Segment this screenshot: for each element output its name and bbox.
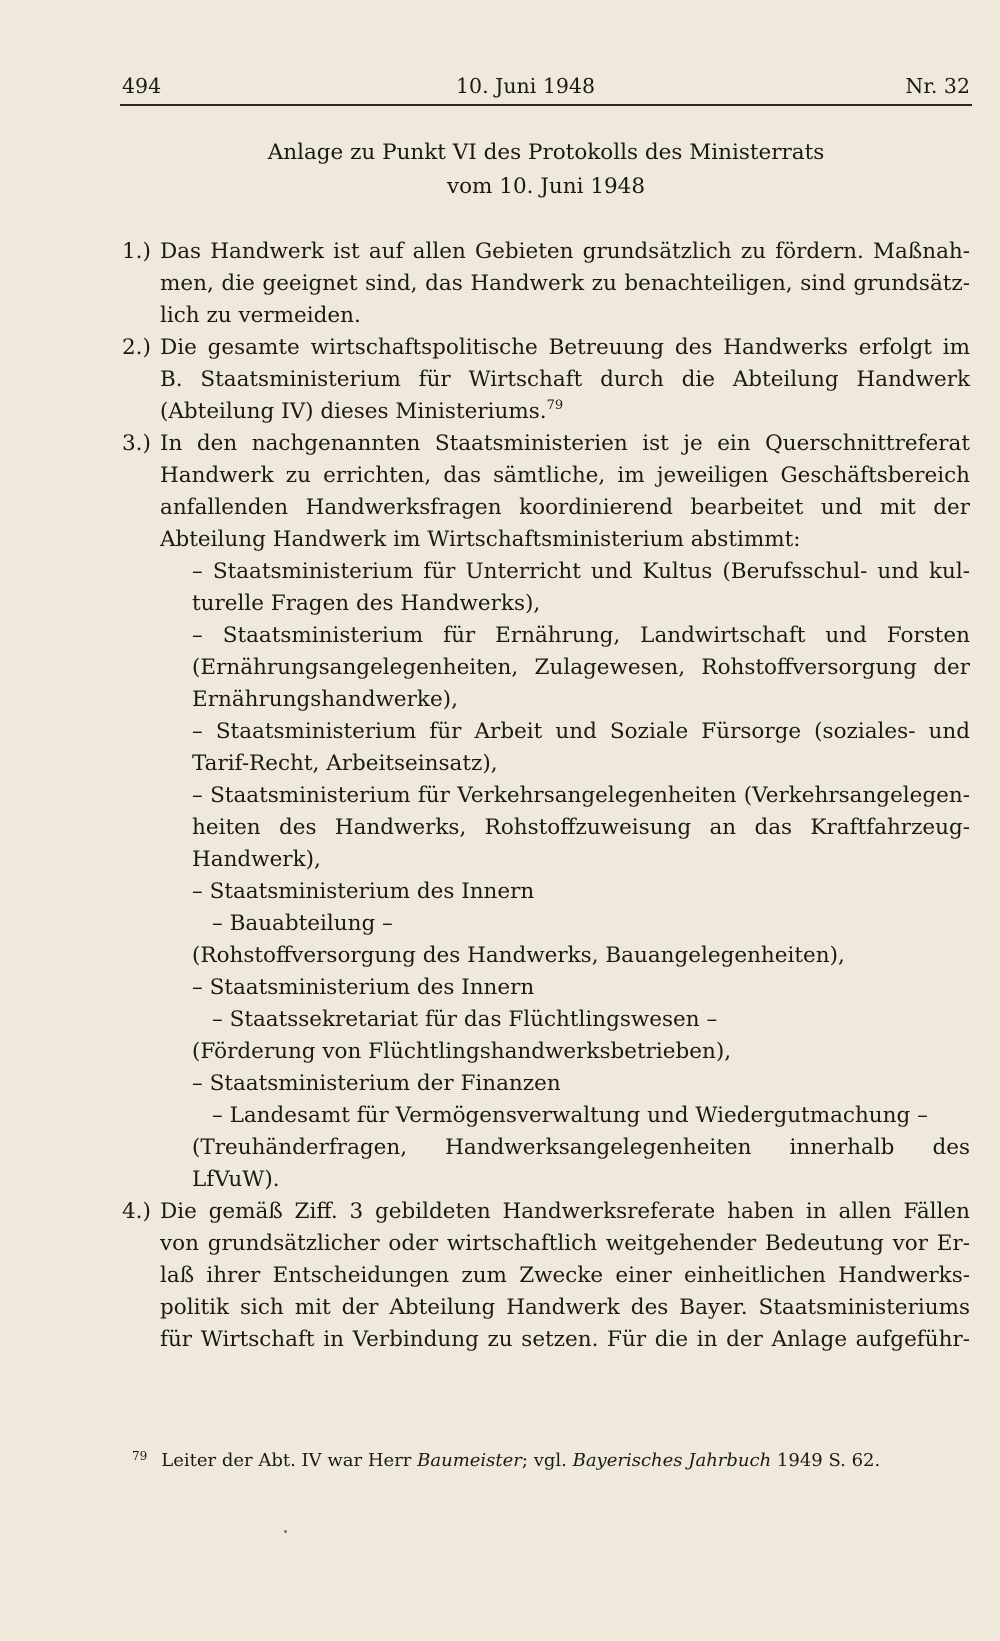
ministry-list-line: – Staatsministerium für Arbeit und Soziale Fürsorge (soziales- und xyxy=(192,719,970,744)
running-header xyxy=(122,74,970,106)
document-number: Nr. 32 xyxy=(905,74,970,98)
ministry-list-line: heiten des Handwerks, Rohstoffzuweisung an das Kraftfahrzeug- xyxy=(192,815,970,840)
ministry-list-line: turelle Fragen des Handwerks), xyxy=(192,591,541,616)
item-3-line: Abteilung Handwerk im Wirtschaftsministerium abstimmt: xyxy=(160,527,801,552)
paper-speck xyxy=(284,1530,287,1533)
ministry-list-line: LfVuW). xyxy=(192,1167,280,1192)
ministry-list-line: – Bauabteilung – xyxy=(212,911,393,936)
item-1-line: lich zu vermeiden. xyxy=(160,303,361,328)
footnote-text-post: 1949 S. 62. xyxy=(771,1450,881,1471)
item-4-number: 4.) xyxy=(122,1199,151,1224)
ministry-list-line: – Staatsministerium des Innern xyxy=(192,879,535,904)
item-3-line: In den nachgenannten Staatsministerien ist je ein Querschnittreferat xyxy=(160,431,970,456)
item-3-number: 3.) xyxy=(122,431,151,456)
item-4-line: Die gemäß Ziff. 3 gebildeten Handwerksreferate haben in allen Fällen xyxy=(160,1199,970,1224)
item-1-number: 1.) xyxy=(122,239,151,264)
footnote-source-title: Bayerisches Jahrbuch xyxy=(572,1450,772,1471)
ministry-list-line: Tarif-Recht, Arbeitseinsatz), xyxy=(192,751,498,776)
item-2-line: Die gesamte wirtschaftspolitische Betreuung des Handwerks erfolgt im xyxy=(160,335,970,360)
footnote-person-name: Baumeister xyxy=(417,1450,522,1471)
item-3-line: Handwerk zu errichten, das sämtliche, im jeweiligen Geschäftsbereich xyxy=(160,463,970,488)
appendix-title-line-1: Anlage zu Punkt VI des Protokolls des Ministerrats xyxy=(267,140,825,165)
ministry-list-line: – Staatsministerium für Ernährung, Landwirtschaft und Forsten xyxy=(192,623,970,648)
ministry-list-line: – Staatsministerium des Innern xyxy=(192,975,535,1000)
item-3-line: anfallenden Handwerksfragen koordinierend bearbeitet und mit der xyxy=(160,495,970,520)
item-4-line: für Wirtschaft in Verbindung zu setzen. Für die in der Anlage aufgeführ- xyxy=(160,1327,970,1352)
item-2-line-text: (Abteilung IV) dieses Ministeriums. xyxy=(160,399,547,424)
ministry-list-line: (Förderung von Flüchtlingshandwerksbetrieben), xyxy=(192,1039,732,1064)
item-1-line: men, die geeignet sind, das Handwerk zu benachteiligen, sind grundsätz- xyxy=(160,271,970,296)
ministry-list-line: (Treuhänderfragen, Handwerksangelegenheiten innerhalb des xyxy=(192,1135,970,1160)
footnote-text-mid: ; vgl. xyxy=(521,1450,573,1471)
header-rule xyxy=(120,104,972,106)
footnote xyxy=(132,1450,880,1471)
item-1-line: Das Handwerk ist auf allen Gebieten grundsätzlich zu fördern. Maßnah- xyxy=(160,239,970,264)
footnote-mark: 79 xyxy=(132,1449,148,1463)
footnote-reference: 79 xyxy=(546,398,564,413)
item-2-line xyxy=(160,396,563,428)
footnote-text-pre: Leiter der Abt. IV war Herr xyxy=(161,1450,418,1471)
ministry-list-line: – Staatsministerium der Finanzen xyxy=(192,1071,561,1096)
item-2-line: B. Staatsministerium für Wirtschaft durch die Abteilung Handwerk xyxy=(160,367,970,392)
ministry-list-line: (Ernährungsangelegenheiten, Zulagewesen, Rohstoffversorgung der xyxy=(192,655,970,680)
item-4-line: laß ihrer Entscheidungen zum Zwecke einer einheitlichen Handwerks- xyxy=(160,1263,970,1288)
item-4-line: politik sich mit der Abteilung Handwerk des Bayer. Staatsministeriums xyxy=(160,1295,970,1320)
ministry-list-line: Handwerk), xyxy=(192,847,321,872)
page-number: 494 xyxy=(122,74,162,98)
item-2-number: 2.) xyxy=(122,335,151,360)
ministry-list-line: – Staatssekretariat für das Flüchtlingswesen – xyxy=(212,1007,718,1032)
ministry-list-line: – Landesamt für Vermögensverwaltung und Wiedergutmachung – xyxy=(212,1103,928,1128)
ministry-list-line: – Staatsministerium für Unterricht und Kultus (Berufsschul- und kul- xyxy=(192,559,970,584)
ministry-list-line: (Rohstoffversorgung des Handwerks, Bauangelegenheiten), xyxy=(192,943,845,968)
ministry-list-line: – Staatsministerium für Verkehrsangelegenheiten (Verkehrsangelegen- xyxy=(192,783,970,808)
item-4-line: von grundsätzlicher oder wirtschaftlich weitgehender Bedeutung vor Er- xyxy=(160,1231,970,1256)
header-date: 10. Juni 1948 xyxy=(456,74,595,98)
appendix-title-line-2: vom 10. Juni 1948 xyxy=(446,174,646,199)
ministry-list-line: Ernährungshandwerke), xyxy=(192,687,458,712)
